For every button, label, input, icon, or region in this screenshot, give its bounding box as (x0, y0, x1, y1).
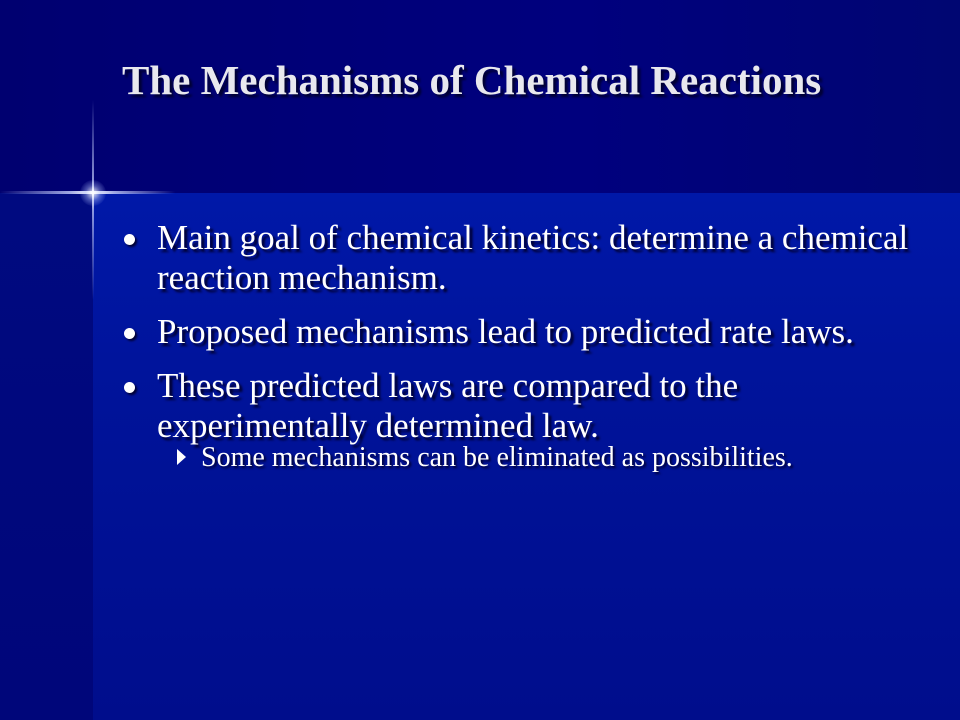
bullet-text: These predicted laws are compared to the experimentally determined law. (157, 366, 739, 445)
bullet-item (120, 218, 910, 298)
bullet-item (120, 312, 910, 352)
bullet-list (120, 218, 910, 488)
bullet-item (120, 366, 910, 474)
sub-bullet-text: Some mechanisms can be eliminated as possibilities. (201, 442, 793, 473)
bullet-text: Proposed mechanisms lead to predicted rate laws. (157, 312, 854, 351)
bullet-dot-icon (124, 382, 135, 393)
sub-bullet-item (157, 442, 910, 474)
triangle-arrow-icon (177, 449, 186, 465)
bullet-dot-icon (124, 328, 135, 339)
sub-bullet-list (157, 442, 910, 474)
left-band (0, 193, 93, 720)
slide-title: The Mechanisms of Chemical Reactions (122, 57, 822, 103)
sparkle-star-icon (80, 180, 106, 206)
bullet-text: Main goal of chemical kinetics: determine a chemical reaction mechanism. (157, 218, 909, 297)
bullet-dot-icon (124, 234, 135, 245)
